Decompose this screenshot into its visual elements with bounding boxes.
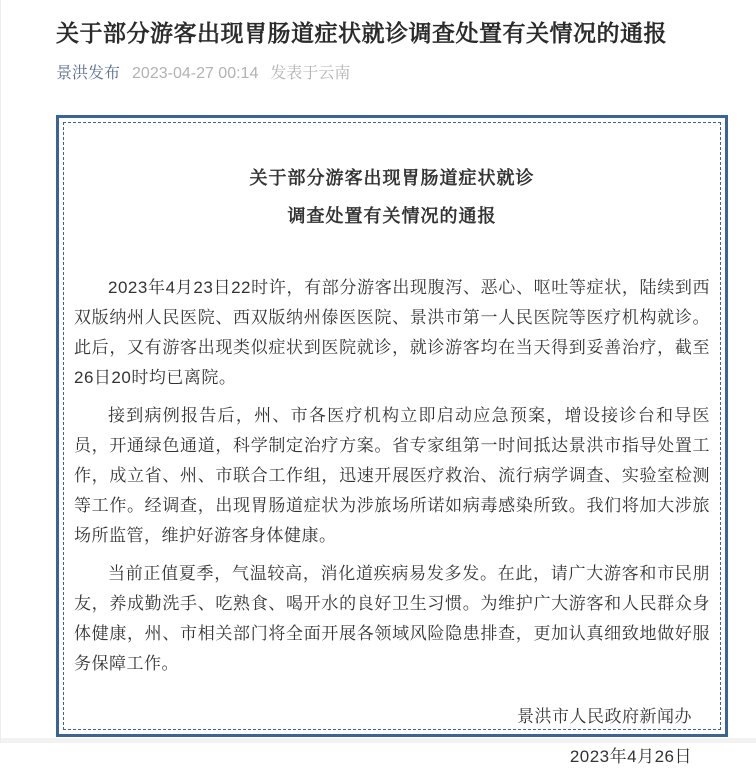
article-header <box>1 0 756 84</box>
article-page <box>1 0 756 766</box>
signature-block <box>74 697 710 777</box>
notice-title-line1: 关于部分游客出现胃肠道症状就诊 <box>249 168 535 188</box>
article-title: 关于部分游客出现胃肠道症状就诊调查处置有关情况的通报 <box>56 20 667 46</box>
notice-inner-border <box>63 122 721 766</box>
notice-paragraph: 当前正值夏季，气温较高，消化道疾病易发多发。在此，请广大游客和市民朋友，养成勤洗手、吃熟食、喝开水的良好卫生习惯。为维护广大游客和人民群众身体健康，州、市相关部门将全面开展各领域风险隐患排查，更加认真细致地做好服务保障工作。 <box>74 564 710 673</box>
notice-box <box>56 115 728 766</box>
notice-paragraph: 2023年4月23日22时许，有部分游客出现腹泻、恶心、呕吐等症状，陆续到西双版纳州人民医院、西双版纳州傣医医院、景洪市第一人民医院等医疗机构就诊。此后，又有游客出现类似症状到医院就诊，就诊游客均在当天得到妥善治疗，截至26日20时均已离院。 <box>74 278 710 387</box>
notice-title <box>74 159 710 235</box>
notice-paragraph: 接到病例报告后，州、市各医疗机构立即启动应急预案，增设接诊台和导医员，开通绿色通道，科学制定治疗方案。省专家组第一时间抵达景洪市指导处置工作，成立省、州、市联合工作组，迅速开展医疗救治、流行病学调查、实验室检测等工作。经调查，出现胃肠道症状为涉旅场所诺如病毒感染所致。我们将加大涉旅场所监管，维护好游客身体健康。 <box>74 406 710 545</box>
account-name-link[interactable]: 景洪发布 <box>56 65 121 82</box>
publish-time: 2023-04-27 00:14 <box>132 65 259 82</box>
notice-body <box>74 273 710 679</box>
notice-title-line2: 调查处置有关情况的通报 <box>287 206 497 226</box>
signature-date: 2023年4月26日 <box>569 747 692 766</box>
publish-location: 发表于云南 <box>270 65 351 82</box>
page-bottom-strip <box>1 738 756 743</box>
signature-name: 景洪市人民政府新闻办 <box>517 707 692 726</box>
article-meta <box>56 64 726 84</box>
